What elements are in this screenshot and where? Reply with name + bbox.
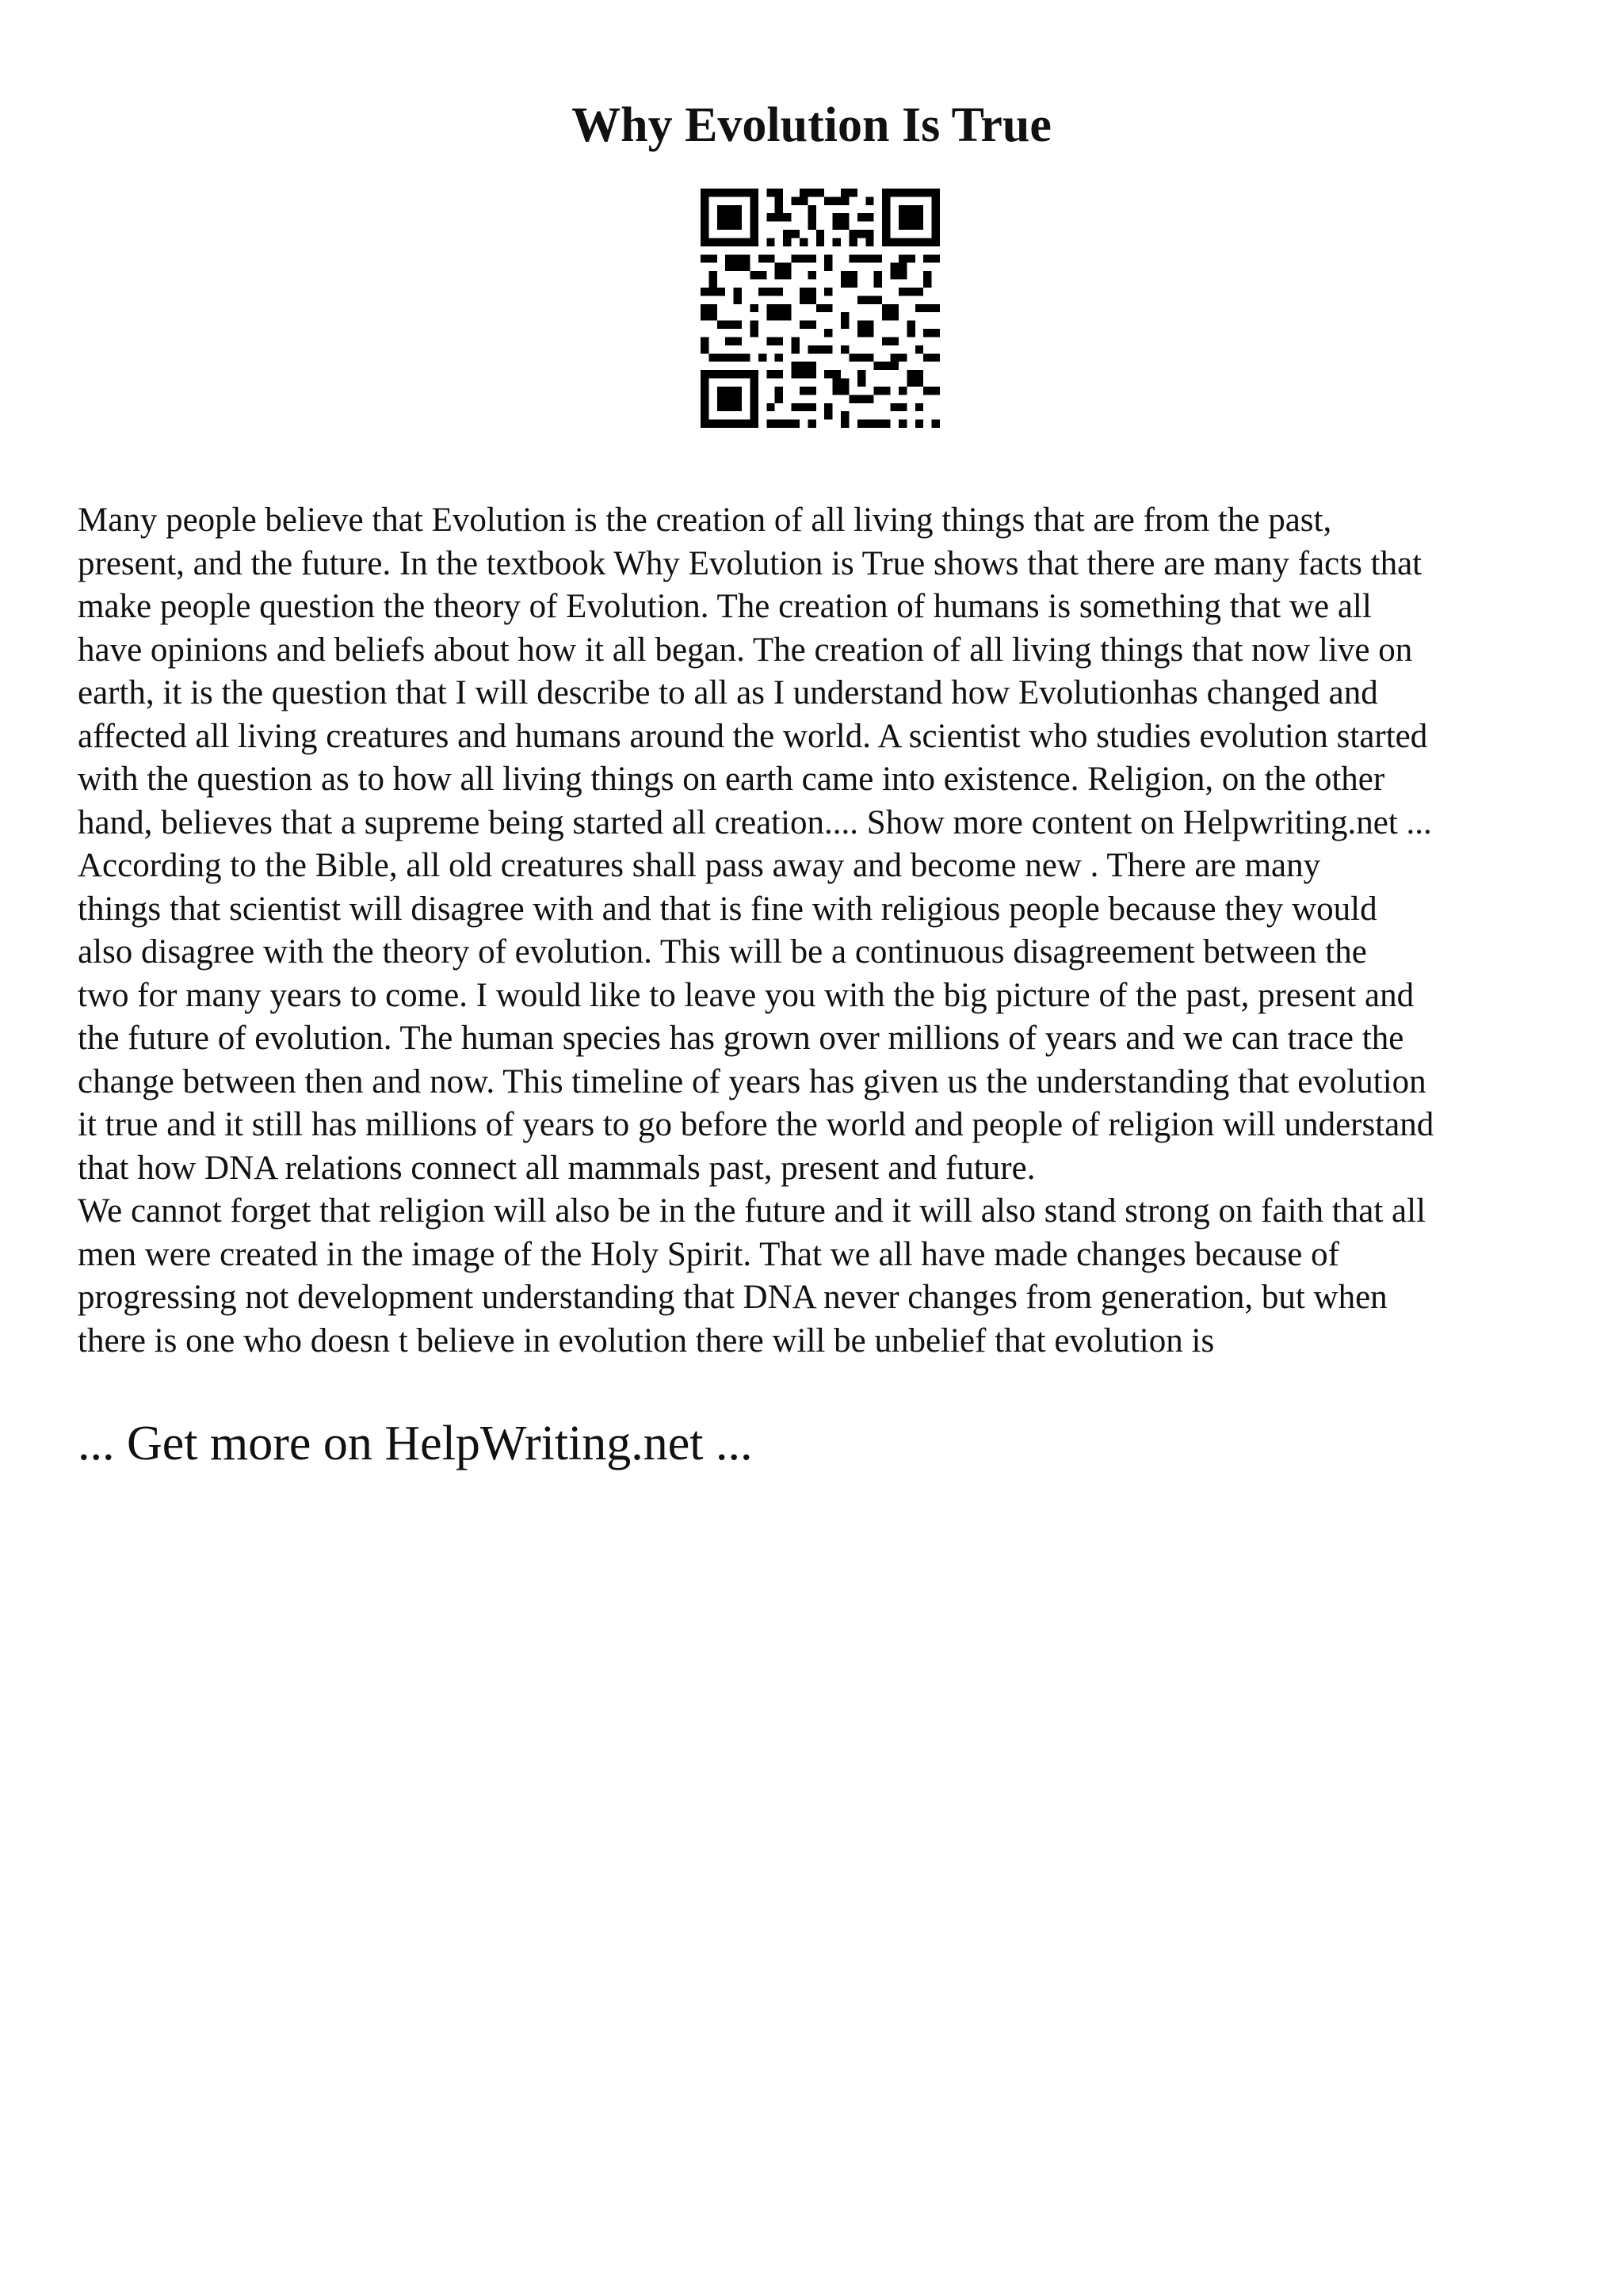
paragraph-1: Many people believe that Evolution is the creation of all living things that are from the past, present, and the future. In the textbook Why Evolution is True shows that there are many facts that make people question the theory of Evolution. The creation of humans is something that we all have opinions and beliefs about how it all began. The creation of all living things that now live on earth, it is the question that I will describe to all as I understand how Evolutionhas changed and affected all living creatures and humans around the world. A scientist who studies evolution started with the question as to how all living things on earth came into existence. Religion, on the other hand, believes that a supreme being started all creation.... Show more content on Helpwriting.net ... According to the Bible, all old creatures shall pass away and become new . There are many things that scientist will disagree with and that is fine with religious people because they would also disagree with the theory of evolution. This will be a continuous disagreement between the two for many years to come. I would like to leave you with the big picture of the past, present and the future of evolution. The human species has grown over millions of years and we can trace the change between then and now. This timeline of years has given us the understanding that evolution it true and it still has millions of years to go before the world and people of religion will understand that how DNA relations connect all mammals past, present and future. [78, 502, 1434, 1187]
paragraph-2: We cannot forget that religion will also be in the future and it will also stand strong on faith that all men were created in the image of the Holy Spirit. That we all have made changes because of progressing not development understanding that DNA never changes from generation, but when there is one who doesn t believe in evolution there will be unbelief that evolution is [78, 1192, 1426, 1360]
article-body [78, 499, 1568, 1363]
page-title: Why Evolution Is True [571, 98, 1052, 152]
get-more-link[interactable]: ... Get more on HelpWriting.net ... [78, 1417, 753, 1470]
qr-code-icon [701, 189, 940, 428]
